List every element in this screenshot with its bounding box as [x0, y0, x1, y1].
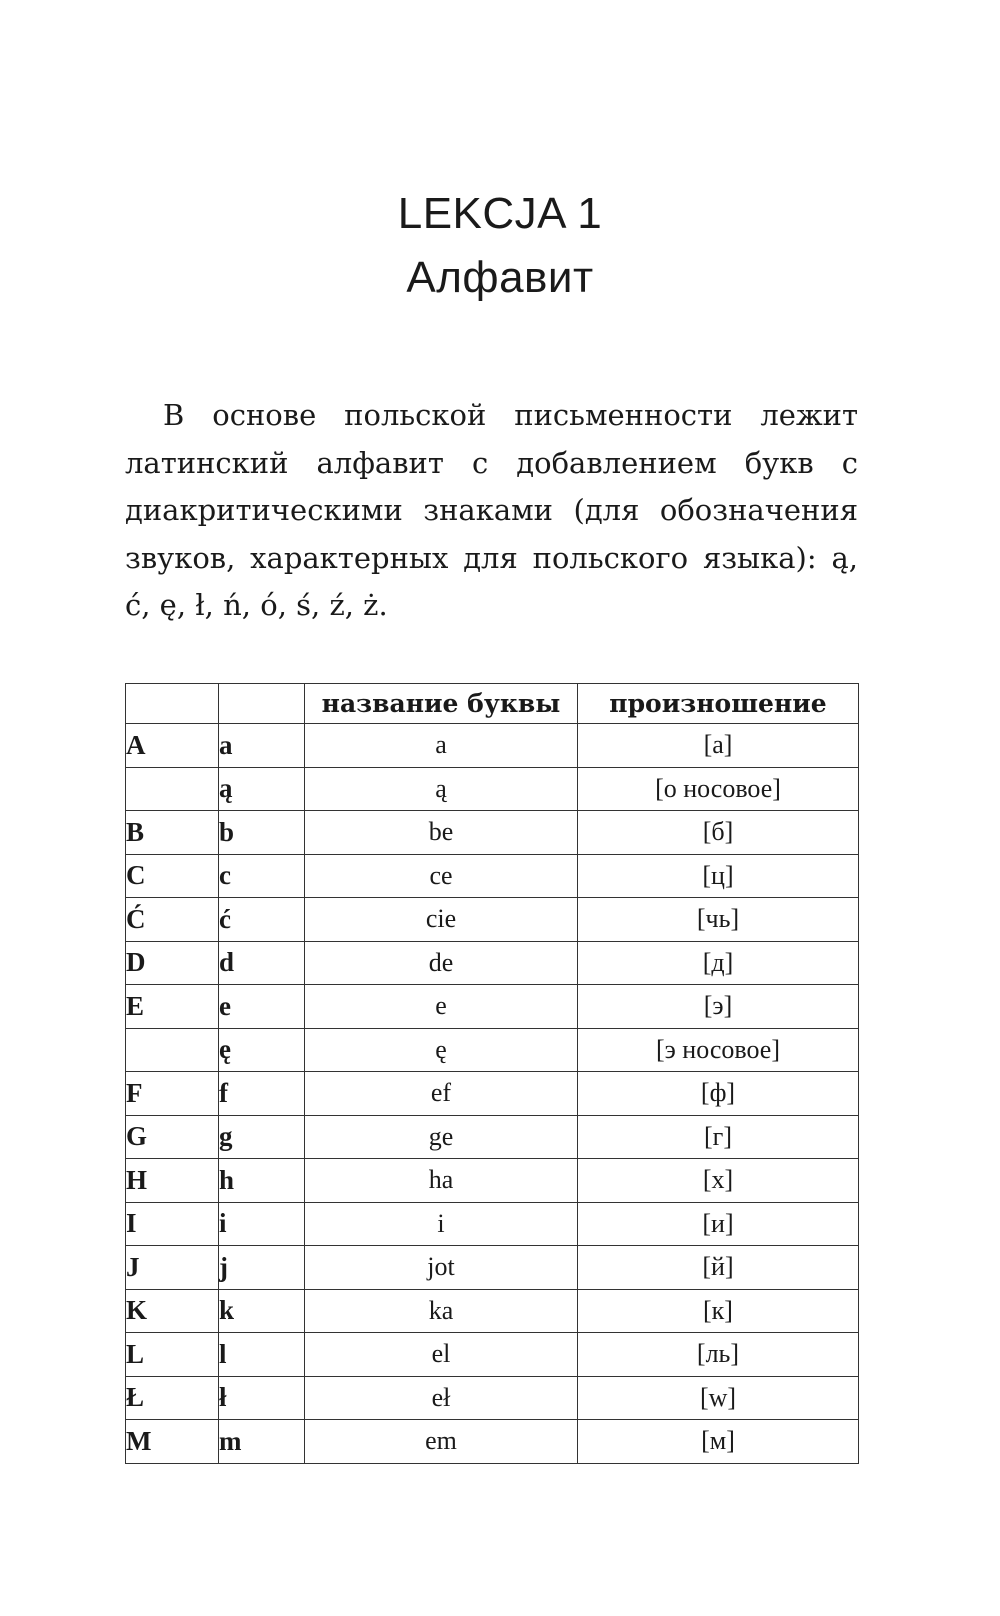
- lower-letter: ę: [219, 1028, 305, 1072]
- lower-letter: c: [219, 854, 305, 898]
- upper-letter: Ć: [126, 898, 219, 942]
- lesson-title: LEKCJA 1: [397, 189, 603, 238]
- letter-name: a: [305, 724, 578, 768]
- upper-letter: M: [126, 1420, 219, 1464]
- header-lower: [219, 684, 305, 724]
- table-row: [126, 1159, 859, 1203]
- letter-name: ge: [305, 1115, 578, 1159]
- table-row: [126, 1115, 859, 1159]
- upper-letter: F: [126, 1072, 219, 1116]
- lower-letter: ć: [219, 898, 305, 942]
- intro-paragraph: В основе польской письменности лежит латинский алфавит с добавлением букв с диакритическими знаками (для обозначения звуков, характерных для польского языка): ą, ć, ę, ł, ń, ó, ś, ź, ż.: [125, 398, 858, 622]
- table-row: [126, 1072, 859, 1116]
- upper-letter: L: [126, 1333, 219, 1377]
- lower-letter: k: [219, 1289, 305, 1333]
- upper-letter: K: [126, 1289, 219, 1333]
- table-row: [126, 1202, 859, 1246]
- pronunciation: [и]: [578, 1202, 859, 1246]
- table-row: [126, 1246, 859, 1290]
- upper-letter: D: [126, 941, 219, 985]
- pronunciation: [г]: [578, 1115, 859, 1159]
- lower-letter: f: [219, 1072, 305, 1116]
- letter-name: ę: [305, 1028, 578, 1072]
- upper-letter: E: [126, 985, 219, 1029]
- upper-letter: H: [126, 1159, 219, 1203]
- pronunciation: [к]: [578, 1289, 859, 1333]
- pronunciation: [ф]: [578, 1072, 859, 1116]
- lower-letter: ł: [219, 1376, 305, 1420]
- pronunciation: [х]: [578, 1159, 859, 1203]
- lesson-subtitle: Алфавит: [406, 253, 594, 302]
- letter-name: jot: [305, 1246, 578, 1290]
- table-header-row: [126, 684, 859, 724]
- table-row: [126, 854, 859, 898]
- header-pronunciation: произношение: [578, 684, 859, 724]
- upper-letter: [126, 767, 219, 811]
- header-letter-name: название буквы: [305, 684, 578, 724]
- upper-letter: I: [126, 1202, 219, 1246]
- pronunciation: [о носовое]: [578, 767, 859, 811]
- table-row: [126, 1028, 859, 1072]
- upper-letter: C: [126, 854, 219, 898]
- lower-letter: b: [219, 811, 305, 855]
- letter-name: be: [305, 811, 578, 855]
- lower-letter: g: [219, 1115, 305, 1159]
- upper-letter: G: [126, 1115, 219, 1159]
- pronunciation: [чь]: [578, 898, 859, 942]
- pronunciation: [й]: [578, 1246, 859, 1290]
- pronunciation: [ль]: [578, 1333, 859, 1377]
- pronunciation: [б]: [578, 811, 859, 855]
- letter-name: de: [305, 941, 578, 985]
- pronunciation: [м]: [578, 1420, 859, 1464]
- table-row: [126, 1289, 859, 1333]
- pronunciation: [э]: [578, 985, 859, 1029]
- table-row: [126, 1333, 859, 1377]
- letter-name: ą: [305, 767, 578, 811]
- letter-name: el: [305, 1333, 578, 1377]
- upper-letter: B: [126, 811, 219, 855]
- table-row: [126, 1376, 859, 1420]
- letter-name: em: [305, 1420, 578, 1464]
- upper-letter: A: [126, 724, 219, 768]
- pronunciation: [э носовое]: [578, 1028, 859, 1072]
- lower-letter: e: [219, 985, 305, 1029]
- table-row: [126, 941, 859, 985]
- pronunciation: [w]: [578, 1376, 859, 1420]
- lower-letter: h: [219, 1159, 305, 1203]
- pronunciation: [д]: [578, 941, 859, 985]
- letter-name: cie: [305, 898, 578, 942]
- letter-name: e: [305, 985, 578, 1029]
- table-row: [126, 767, 859, 811]
- table-row: [126, 1420, 859, 1464]
- header-upper: [126, 684, 219, 724]
- lower-letter: i: [219, 1202, 305, 1246]
- letter-name: i: [305, 1202, 578, 1246]
- table-row: [126, 985, 859, 1029]
- letter-name: ef: [305, 1072, 578, 1116]
- lower-letter: l: [219, 1333, 305, 1377]
- lower-letter: j: [219, 1246, 305, 1290]
- lower-letter: d: [219, 941, 305, 985]
- lower-letter: a: [219, 724, 305, 768]
- table-row: [126, 811, 859, 855]
- table-row: [126, 724, 859, 768]
- upper-letter: J: [126, 1246, 219, 1290]
- letter-name: ce: [305, 854, 578, 898]
- table-row: [126, 898, 859, 942]
- pronunciation: [а]: [578, 724, 859, 768]
- alphabet-table: [125, 683, 859, 1464]
- lower-letter: m: [219, 1420, 305, 1464]
- letter-name: ka: [305, 1289, 578, 1333]
- letter-name: eł: [305, 1376, 578, 1420]
- upper-letter: Ł: [126, 1376, 219, 1420]
- lower-letter: ą: [219, 767, 305, 811]
- letter-name: ha: [305, 1159, 578, 1203]
- pronunciation: [ц]: [578, 854, 859, 898]
- upper-letter: [126, 1028, 219, 1072]
